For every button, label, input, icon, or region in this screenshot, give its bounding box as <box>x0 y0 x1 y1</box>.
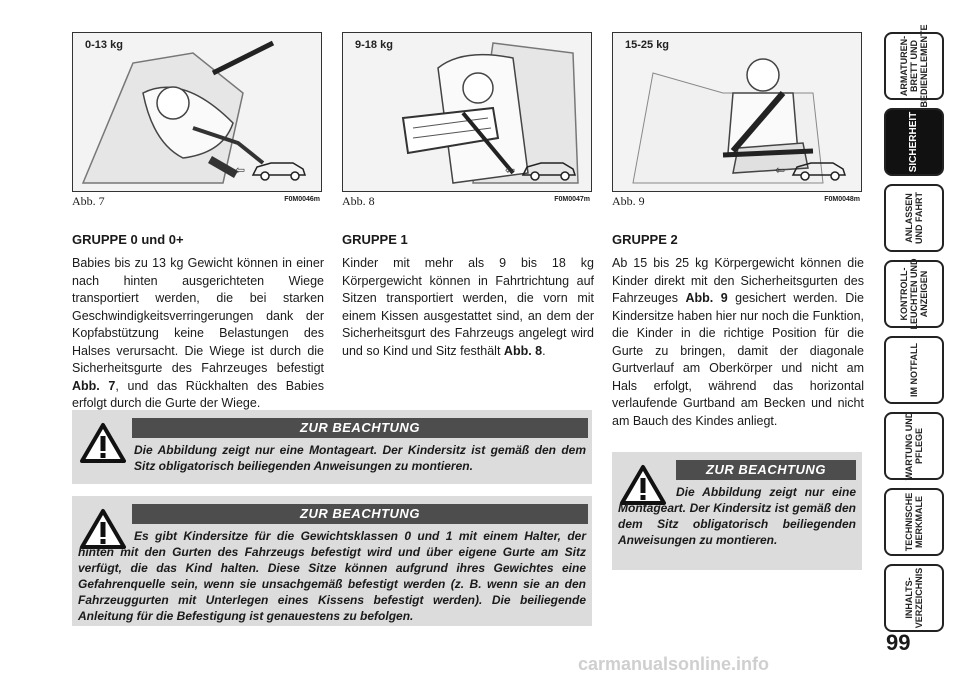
tab-armaturenbrett[interactable]: ARMATUREN- BRETT UND BEDIENELEMENTE <box>884 32 944 100</box>
weight-label: 9-18 kg <box>355 39 393 51</box>
section-heading: GRUPPE 0 und 0+ <box>72 232 184 247</box>
tab-wartung[interactable]: WARTUNG UND PFLEGE <box>884 412 944 480</box>
tab-technische-merkmale[interactable]: TECHNISCHE MERKMALE <box>884 488 944 556</box>
warning-box <box>72 496 592 626</box>
warning-triangle-icon <box>80 422 126 464</box>
direction-arrow-icon: ⇦ <box>504 163 515 177</box>
figure-infant-seat <box>72 32 322 192</box>
figure-booster-seat <box>612 32 862 192</box>
tab-inhaltsverzeichnis[interactable]: INHALTS- VERZEICHNIS <box>884 564 944 632</box>
figure-reference: Abb. 9 <box>685 291 728 305</box>
figure-caption <box>612 194 862 210</box>
warning-box <box>72 410 592 484</box>
section-body: Babies bis zu 13 kg Gewicht können in einer nach hinten ausgerichteten Wiege transportiert werden, die bei starken Geschwindigkeitsverringerungen dank der Kopfabstützung keine Belastungen des Halses verursacht. Die Wiege ist durch die Sicherheitsgurte des Fahrzeuges befestigt Abb. 7, und das Rückhalten des Babies erfolgt durch die Gurte der Wiege. <box>72 256 324 410</box>
column-group-2 <box>612 232 864 430</box>
column-group-0 <box>72 232 324 413</box>
weight-label: 15-25 kg <box>625 39 670 51</box>
figure-code: F0M0046m <box>284 196 320 203</box>
car-icon <box>519 159 579 181</box>
direction-arrow-icon: ⇦ <box>774 163 785 177</box>
section-body: Kinder mit mehr als 9 bis 18 kg Körpergewicht können in Fahrtrichtung auf Sitzen transportiert werden, die vorn mit einem Kissen ausgestattet sind, an dem der Sicherheitsgurt des Fahrzeugs angelegt wird und so Kind und Sitz festhält Abb. 8. <box>342 256 594 358</box>
figure-caption <box>72 194 322 210</box>
direction-arrow-icon: ⇦ <box>234 163 245 177</box>
warning-heading: ZUR BEACHTUNG <box>132 504 588 524</box>
caption-label: Abb. 8 <box>342 194 375 208</box>
tab-kontrollleuchten[interactable]: KONTROLL- LEUCHTEN UND ANZEIGEN <box>884 260 944 328</box>
car-icon <box>789 159 849 181</box>
warning-heading: ZUR BEACHTUNG <box>132 418 588 438</box>
tab-anlassen[interactable]: ANLASSEN UND FAHRT <box>884 184 944 252</box>
section-body: Ab 15 bis 25 kg Körpergewicht können die Kinder direkt mit den Sicherheitsgurten des Fahrzeuges Abb. 9 gesichert werden. Die Kindersitze haben hier nur noch die Funktion, die Kinder in die richtige Position für die Gurte zu bringen, damit der diagonale Gurtverlauf am Oberkörper und nicht am Hals erfolgt, während das horizontal verlaufende Gurtband am Becken und nicht am Bauch des Kindes anliegt. <box>612 256 864 428</box>
figure-caption <box>342 194 592 210</box>
watermark: carmanualsonline.info <box>578 654 770 674</box>
weight-label: 0-13 kg <box>85 39 123 51</box>
figure-reference: Abb. 7 <box>72 378 116 393</box>
figure-code: F0M0048m <box>824 196 860 203</box>
figure-toddler-seat <box>342 32 592 192</box>
section-heading: GRUPPE 1 <box>342 232 408 247</box>
column-group-1 <box>342 232 594 360</box>
caption-label: Abb. 7 <box>72 194 105 208</box>
warning-box <box>612 452 862 570</box>
caption-label: Abb. 9 <box>612 194 645 208</box>
warning-text: Es gibt Kindersitze für die Gewichtsklassen 0 und 1 mit einem Halter, der hinten mit den Gurten des Fahrzeugs befestigt wird und über eigene Gurte am Sitz verfügt, die das Kind halten. Diese Sitze können aufgrund ihres Gewichtes eine Gefahrenquelle sein, wenn sie unsachgemäß befestigt werden (z. B. wenn sie an den Fahrzeuggurten mit Unterlegen eines Kissens befestigt werden). Die beiliegende Anleitung für die Befestigung ist genauestens zu befolgen. <box>78 529 586 623</box>
section-heading: GRUPPE 2 <box>612 232 678 247</box>
figure-reference: Abb. 8 <box>503 343 543 358</box>
warning-heading: ZUR BEACHTUNG <box>676 460 856 480</box>
car-icon <box>249 159 309 181</box>
tab-im-notfall[interactable]: IM NOTFALL <box>884 336 944 404</box>
warning-text: Die Abbildung zeigt nur eine Montageart. Der Kindersitz ist gemäß den dem Sitz obligatorisch beiliegenden Anweisungen zu montieren. <box>618 485 856 547</box>
warning-text: Die Abbildung zeigt nur eine Montageart. Der Kindersitz ist gemäß den dem Sitz obligatorisch beiliegenden Anweisungen zu montieren. <box>134 443 586 473</box>
page-number: 99 <box>886 630 911 655</box>
tab-sicherheit[interactable]: SICHERHEIT <box>884 108 944 176</box>
figure-code: F0M0047m <box>554 196 590 203</box>
